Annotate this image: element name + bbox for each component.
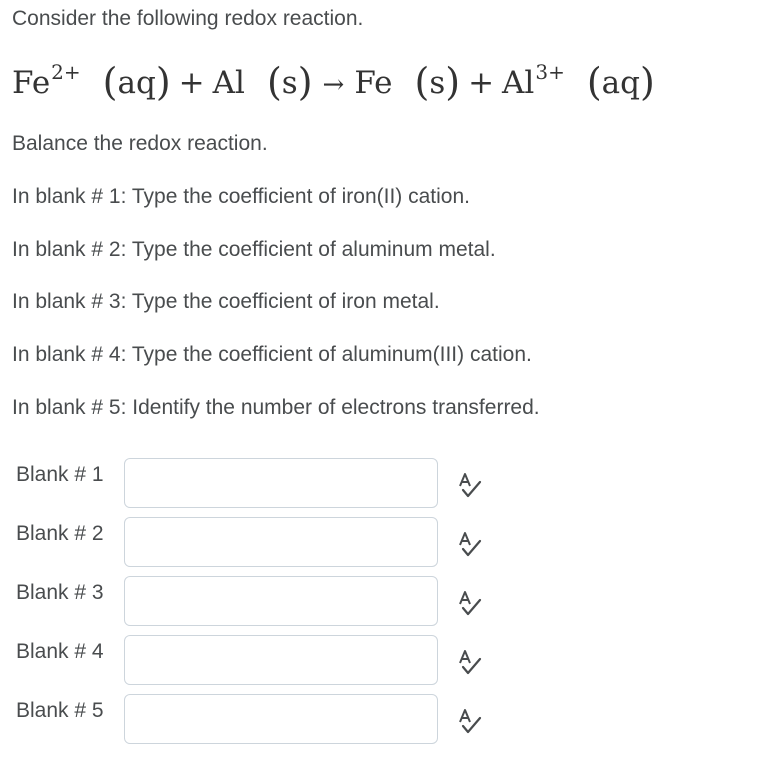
blank-label: Blank # 2: [16, 522, 104, 545]
blank-label: Blank # 1: [16, 463, 104, 486]
plus-sign-2: +: [468, 65, 495, 101]
blank-instruction-3: In blank # 3: Type the coefficient of iron metal.: [12, 290, 440, 313]
blank-instruction-2: In blank # 2: Type the coefficient of aluminum metal.: [12, 238, 496, 261]
reactant1-symbol: Fe: [12, 65, 51, 101]
spell-check-icon[interactable]: [454, 529, 486, 559]
product2-charge: 3+: [535, 60, 565, 84]
blank-row-4: [0, 635, 763, 691]
reactant-iron-ion: [12, 60, 81, 101]
reactant1-state: (aq): [102, 60, 171, 104]
blank-row-3: [0, 576, 763, 632]
blank-label: Blank # 5: [16, 699, 104, 722]
blank-input-3[interactable]: [124, 576, 438, 626]
product2-symbol: Al: [502, 65, 535, 101]
question-intro: Consider the following redox reaction.: [12, 7, 364, 30]
spell-check-icon[interactable]: [454, 470, 486, 500]
product-aluminum-ion: [502, 60, 565, 101]
spell-check-icon[interactable]: [454, 647, 486, 677]
balance-instruction: Balance the redox reaction.: [12, 132, 268, 155]
plus-sign: +: [178, 65, 205, 101]
spell-check-icon[interactable]: [454, 706, 486, 736]
blank-label: Blank # 3: [16, 581, 104, 604]
product2-state: (aq): [586, 60, 655, 104]
blank-input-2[interactable]: [124, 517, 438, 567]
blank-input-1[interactable]: [124, 458, 438, 508]
blank-row-5: [0, 694, 763, 750]
blank-label: Blank # 4: [16, 640, 104, 663]
reactant2-state: (s): [266, 60, 313, 104]
reactant1-charge: 2+: [51, 60, 81, 84]
blank-input-4[interactable]: [124, 635, 438, 685]
blank-instruction-1: In blank # 1: Type the coefficient of iron(II) cation.: [12, 185, 470, 208]
blank-input-5[interactable]: [124, 694, 438, 744]
reaction-arrow: →: [322, 70, 345, 100]
redox-equation: [12, 58, 655, 102]
blank-row-1: [0, 458, 763, 514]
reactant-aluminum: Al: [212, 65, 245, 101]
blank-instruction-4: In blank # 4: Type the coefficient of aluminum(III) cation.: [12, 343, 532, 366]
blank-instruction-5: In blank # 5: Identify the number of electrons transferred.: [12, 396, 540, 419]
product-iron: Fe: [354, 65, 393, 101]
blank-row-2: [0, 517, 763, 573]
product1-state: (s): [414, 60, 461, 104]
spell-check-icon[interactable]: [454, 588, 486, 618]
